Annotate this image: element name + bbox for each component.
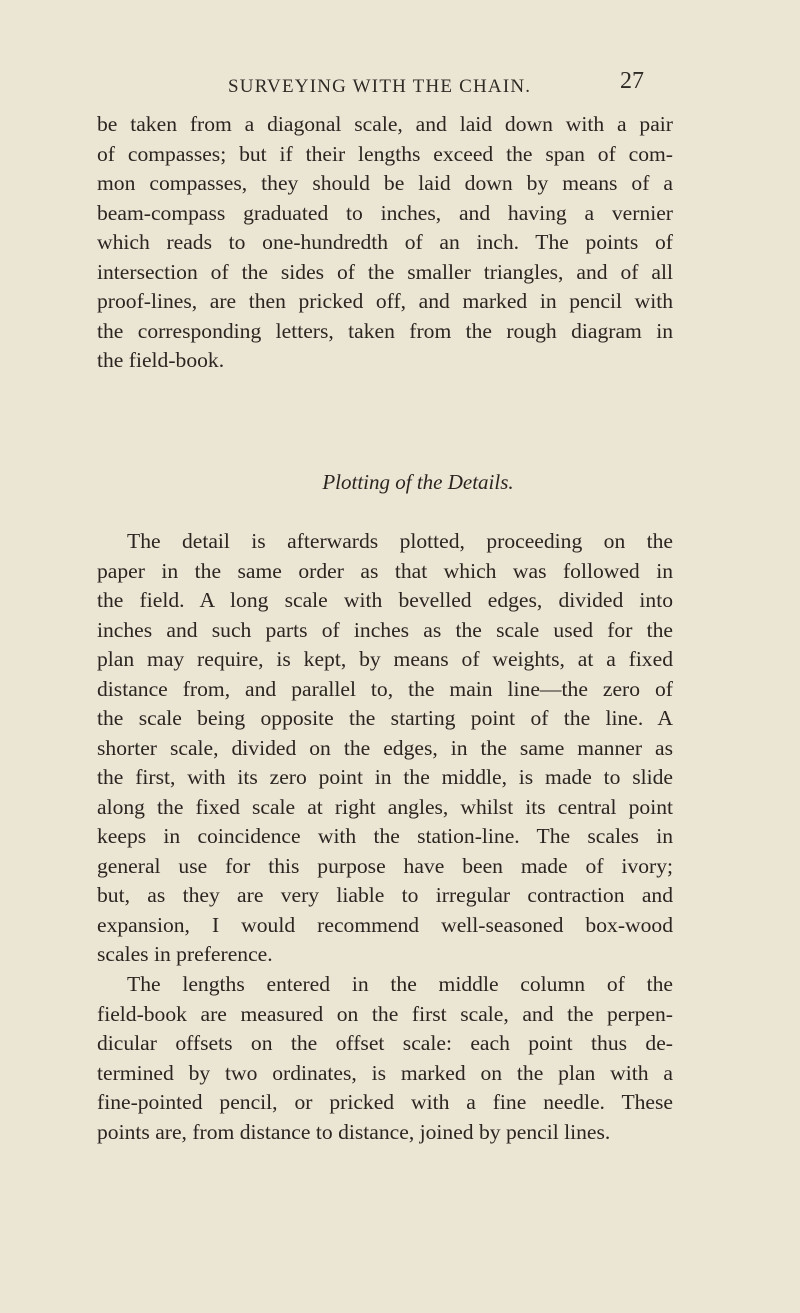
text-line: keeps in coincidence with the station-line. The scales in xyxy=(97,824,673,848)
text-line: The lengths entered in the middle column of the xyxy=(127,972,673,996)
running-head: SURVEYING WITH THE CHAIN. xyxy=(228,76,532,97)
text-line: the field. A long scale with bevelled edges, divided into xyxy=(97,588,673,612)
text-line: intersection of the sides of the smaller triangles, and of all xyxy=(97,259,673,284)
text-line: beam-compass graduated to inches, and having a vernier xyxy=(97,200,673,225)
text-line: inches and such parts of inches as the scale used for the xyxy=(97,617,673,642)
text-line: along the fixed scale at right angles, whilst its central point xyxy=(97,794,673,819)
paragraph xyxy=(97,527,673,970)
text-line: The detail is afterwards plotted, proceeding on the xyxy=(127,529,673,553)
text-line: distance from, and parallel to, the main line—the zero of xyxy=(97,676,673,701)
text-line: shorter scale, divided on the edges, in the same manner as xyxy=(97,735,673,760)
paragraph xyxy=(97,110,673,376)
text-line: dicular offsets on the offset scale: each point thus de- xyxy=(97,1031,673,1055)
text-line: expansion, I would recommend well-seasoned box-wood xyxy=(97,912,673,937)
text-line: proof-lines, are then pricked off, and marked in pencil with xyxy=(97,289,673,313)
text-line: of compasses; but if their lengths exceed the span of com- xyxy=(97,141,673,166)
text-line: field-book are measured on the first scale, and the perpen- xyxy=(97,1001,673,1026)
text-line: fine-pointed pencil, or pricked with a fine needle. These xyxy=(97,1090,673,1114)
text-line: plan may require, is kept, by means of weights, at a fixed xyxy=(97,647,673,671)
text-line: scales in preference. xyxy=(97,942,273,966)
text-line: but, as they are very liable to irregular contraction and xyxy=(97,883,673,907)
text-line: be taken from a diagonal scale, and laid down with a pair xyxy=(97,112,673,136)
text-line: the field-book. xyxy=(97,348,225,372)
text-line: the corresponding letters, taken from the rough diagram in xyxy=(97,318,673,343)
text-line: points are, from distance to distance, joined by pencil lines. xyxy=(97,1119,611,1144)
page-number: 27 xyxy=(620,68,644,94)
text-line: general use for this purpose have been made of ivory; xyxy=(97,853,673,878)
text-line: the scale being opposite the starting point of the line. A xyxy=(97,706,673,730)
section-heading: Plotting of the Details. xyxy=(322,470,514,494)
text-line: termined by two ordinates, is marked on the plan with a xyxy=(97,1060,673,1085)
text-line: which reads to one-hundredth of an inch. The points of xyxy=(97,230,673,254)
text-line: the first, with its zero point in the middle, is made to slide xyxy=(97,765,673,789)
paragraph xyxy=(97,970,673,1147)
text-line: paper in the same order as that which was followed in xyxy=(97,558,673,583)
text-line: mon compasses, they should be laid down by means of a xyxy=(97,171,673,195)
